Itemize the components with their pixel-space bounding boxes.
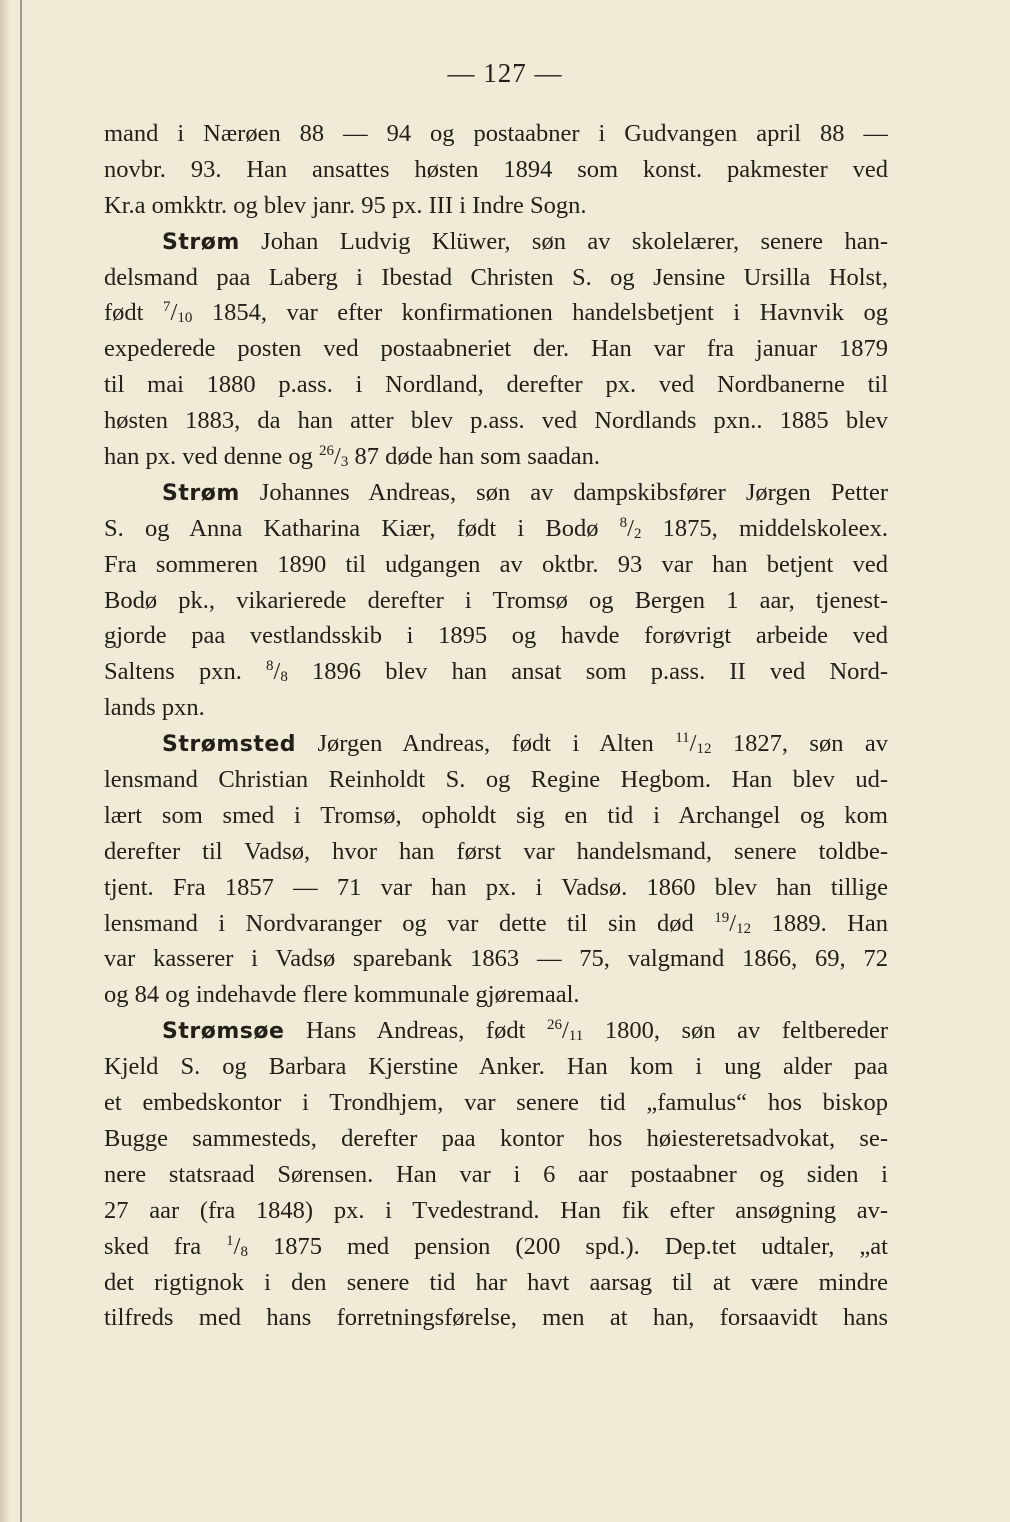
date-month: 8 bbox=[280, 669, 288, 686]
text-line bbox=[104, 1229, 888, 1265]
text-segment: 1896 blev han ansat som p.ass. II ved Nord- bbox=[287, 658, 888, 686]
text-line bbox=[104, 1193, 888, 1229]
date-day: 7 bbox=[163, 299, 171, 316]
text-segment: Fra sommeren 1890 til udgangen av oktbr. 93 var han betjent ved bbox=[104, 550, 888, 578]
text-segment: / bbox=[689, 730, 697, 758]
date-day: 11 bbox=[675, 730, 690, 747]
entry-name: Strømsted bbox=[162, 732, 297, 758]
date-month: 12 bbox=[736, 920, 752, 937]
text-line bbox=[104, 152, 888, 188]
text-line bbox=[104, 403, 888, 439]
text-line bbox=[104, 439, 888, 475]
text-segment: 1875 med pension (200 spd.). Dep.tet udtaler, „at bbox=[247, 1232, 888, 1260]
text-line bbox=[104, 475, 888, 511]
entry-name: Strøm bbox=[162, 480, 240, 506]
text-line bbox=[104, 1157, 888, 1193]
page-number: — 127 — bbox=[447, 58, 563, 88]
text-segment: Hans Andreas, født bbox=[284, 1017, 547, 1045]
date-day: 26 bbox=[319, 443, 334, 460]
text-line bbox=[104, 834, 888, 870]
text-line bbox=[104, 1049, 888, 1085]
text-segment: / bbox=[170, 299, 178, 327]
text-segment: et embedskontor i Trondhjem, var senere tid „famulus“ hos biskop bbox=[104, 1089, 888, 1117]
date-day: 8 bbox=[266, 658, 274, 675]
text-segment: Jørgen Andreas, født i Alten bbox=[296, 730, 676, 758]
date-day: 8 bbox=[619, 514, 628, 531]
text-segment: Bugge sammesteds, derefter paa kontor hos høiesteretsadvokat, se- bbox=[104, 1124, 888, 1152]
entry-name: Strøm bbox=[162, 229, 240, 255]
text-line bbox=[104, 906, 888, 942]
text-segment: 1854, var efter konfirmationen handelsbetjent i Havnvik og bbox=[192, 299, 888, 327]
page-gutter-line bbox=[20, 0, 22, 1522]
date-month: 12 bbox=[696, 741, 712, 758]
text-line bbox=[104, 116, 888, 152]
text-segment: lensmand i Nordvaranger og var dette til sin død bbox=[104, 909, 715, 937]
text-segment: delsmand paa Laberg i Ibestad Christen S. og Jensine Ursilla Holst, bbox=[104, 263, 888, 291]
text-line bbox=[104, 654, 888, 690]
text-line bbox=[104, 1121, 888, 1157]
text-segment: sked fra bbox=[104, 1232, 227, 1260]
text-line bbox=[104, 188, 888, 224]
text-segment: / bbox=[729, 909, 737, 937]
text-segment: til mai 1880 p.ass. i Nordland, derefter px. ved Nordbanerne til bbox=[104, 371, 888, 399]
text-line bbox=[104, 224, 888, 260]
text-line bbox=[104, 618, 888, 654]
page-edge bbox=[0, 0, 10, 1522]
text-segment: Johannes Andreas, søn av dampskibsfører Jørgen Petter bbox=[239, 478, 888, 506]
text-segment: født bbox=[104, 299, 163, 327]
text-segment: / bbox=[334, 443, 341, 471]
text-segment: 87 døde han som saadan. bbox=[348, 443, 601, 471]
text-segment: 1800, søn av feltbereder bbox=[583, 1017, 888, 1045]
text-segment: gjorde paa vestlandsskib i 1895 og havde forøvrigt arbeide ved bbox=[104, 622, 888, 650]
text-line bbox=[104, 798, 888, 834]
text-segment: lært som smed i Tromsø, opholdt sig en tid i Archangel og kom bbox=[104, 801, 888, 829]
text-line bbox=[104, 367, 888, 403]
text-body bbox=[104, 116, 888, 1336]
text-line bbox=[104, 1085, 888, 1121]
date-month: 8 bbox=[240, 1243, 248, 1260]
text-segment: 1889. Han bbox=[751, 909, 888, 937]
text-line bbox=[104, 295, 888, 331]
text-segment: 27 aar (fra 1848) px. i Tvedestrand. Han fik efter ansøgning av- bbox=[104, 1196, 888, 1224]
text-segment: / bbox=[561, 1017, 569, 1045]
text-line bbox=[104, 1265, 888, 1301]
text-segment: 1827, søn av bbox=[711, 730, 888, 758]
text-segment: derefter til Vadsø, hvor han først var handelsmand, senere toldbe- bbox=[104, 837, 888, 865]
text-segment: lands pxn. bbox=[104, 694, 205, 722]
text-segment: S. og Anna Katharina Kiær, født i Bodø bbox=[104, 514, 620, 542]
text-line bbox=[104, 977, 888, 1013]
text-segment: tjent. Fra 1857 — 71 var han px. i Vadsø. 1860 blev han tillige bbox=[104, 873, 888, 901]
date-day: 26 bbox=[546, 1017, 562, 1034]
text-segment: lensmand Christian Reinholdt S. og Regine Hegbom. Han blev ud- bbox=[104, 766, 888, 794]
text-line bbox=[104, 870, 888, 906]
text-segment: expederede posten ved postaabneriet der. Han var fra januar 1879 bbox=[104, 335, 888, 363]
text-line bbox=[104, 260, 888, 296]
text-segment: Kjeld S. og Barbara Kjerstine Anker. Han kom i ung alder paa bbox=[104, 1053, 888, 1081]
text-segment: 1875, middelskoleex. bbox=[641, 514, 888, 542]
text-line bbox=[104, 726, 888, 762]
text-line bbox=[104, 583, 888, 619]
date-month: 3 bbox=[340, 454, 349, 471]
text-segment: Saltens pxn. bbox=[104, 658, 267, 686]
text-segment: Kr.a omkktr. og blev janr. 95 px. III i Indre Sogn. bbox=[104, 191, 587, 219]
text-segment: var kasserer i Vadsø sparebank 1863 — 75, valgmand 1866, 69, 72 bbox=[104, 945, 888, 973]
text-line bbox=[104, 331, 888, 367]
date-month: 2 bbox=[633, 525, 642, 542]
text-line bbox=[104, 690, 888, 726]
text-segment: det rigtignok i den senere tid har havt aarsag til at være mindre bbox=[104, 1268, 888, 1296]
text-segment: novbr. 93. Han ansattes høsten 1894 som konst. pakmester ved bbox=[104, 155, 888, 183]
text-line bbox=[104, 762, 888, 798]
text-segment: / bbox=[233, 1232, 241, 1260]
text-segment: Johan Ludvig Klüwer, søn av skolelærer, senere han- bbox=[239, 227, 888, 255]
text-segment: / bbox=[273, 658, 281, 686]
text-segment: høsten 1883, da han atter blev p.ass. ved Nordlands pxn.. 1885 blev bbox=[104, 407, 888, 435]
entry-name: Strømsøe bbox=[162, 1019, 285, 1045]
date-day: 1 bbox=[226, 1232, 234, 1249]
text-line bbox=[104, 941, 888, 977]
text-line bbox=[104, 1013, 888, 1049]
text-segment: tilfreds med hans forretningsførelse, men at han, forsaavidt hans bbox=[104, 1304, 888, 1332]
text-segment: Bodø pk., vikarierede derefter i Tromsø og Bergen 1 aar, tjenest- bbox=[104, 586, 888, 614]
date-day: 19 bbox=[714, 909, 730, 926]
date-month: 11 bbox=[568, 1028, 584, 1045]
text-segment: nere statsraad Sørensen. Han var i 6 aar postaabner og siden i bbox=[104, 1160, 888, 1188]
text-line bbox=[104, 1300, 888, 1336]
text-segment: mand i Nærøen 88 — 94 og postaabner i Gudvangen april 88 — bbox=[104, 120, 888, 147]
text-segment: og 84 og indehavde flere kommunale gjøremaal. bbox=[104, 981, 580, 1009]
text-line bbox=[104, 511, 888, 547]
text-segment: han px. ved denne og bbox=[104, 443, 319, 471]
date-month: 10 bbox=[177, 310, 193, 327]
text-segment: / bbox=[627, 514, 634, 542]
text-line bbox=[104, 547, 888, 583]
